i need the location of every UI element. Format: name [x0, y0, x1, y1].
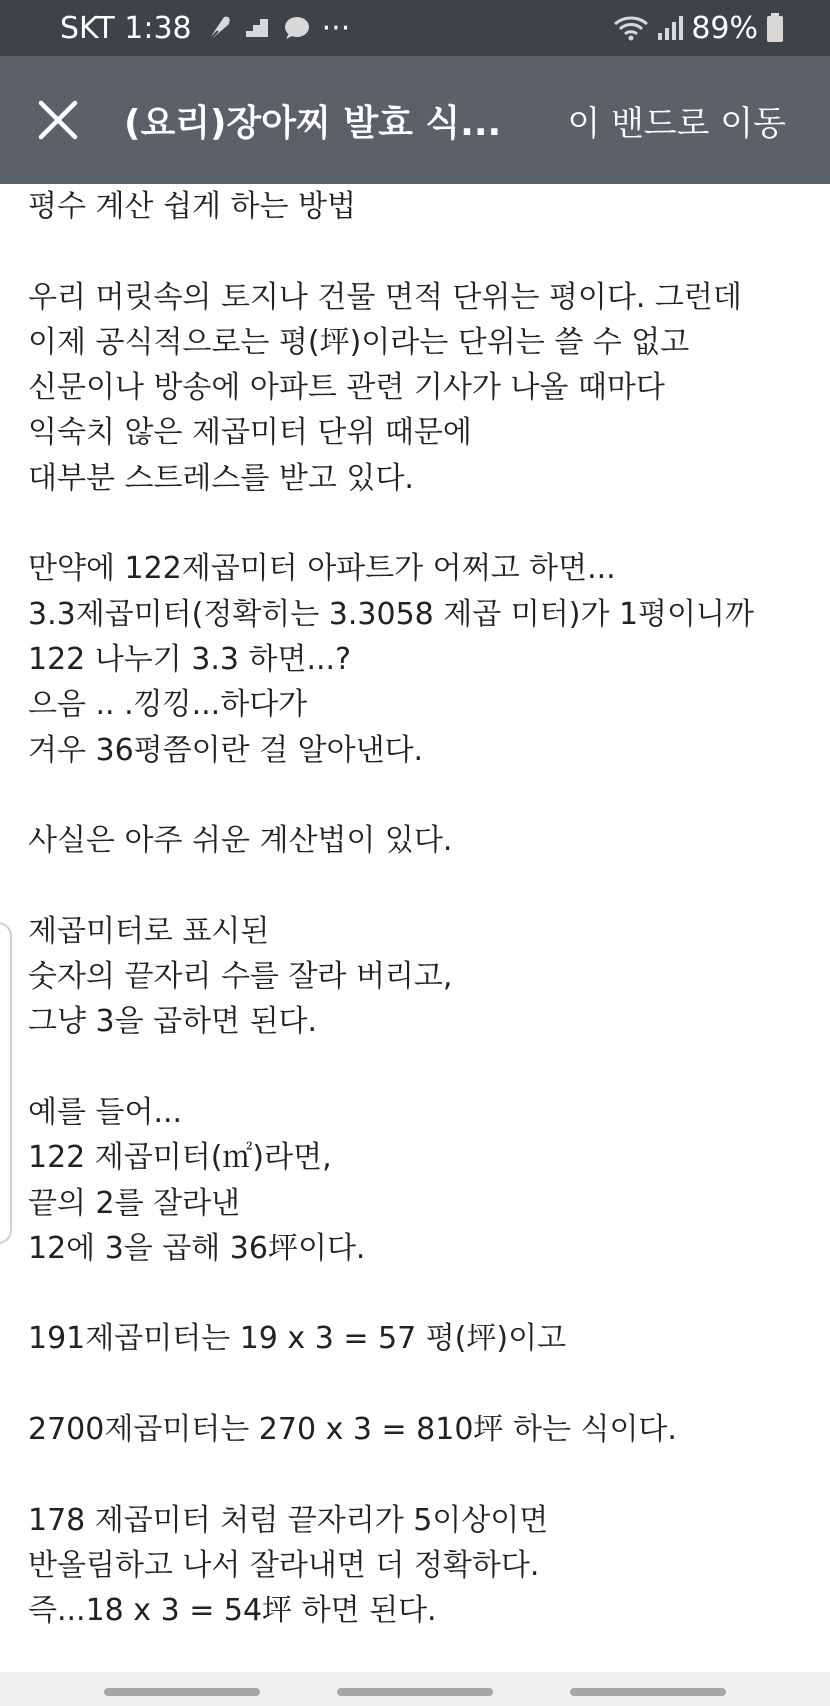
- side-panel-handle[interactable]: [0, 922, 12, 1244]
- status-right: [613, 0, 784, 56]
- post-text-line: 122 제곱미터(㎡)라면,: [28, 1140, 332, 1176]
- wifi-icon: [613, 14, 649, 42]
- feather-notification-icon: [204, 13, 232, 43]
- post-text-line: 제곱미터로 표시된: [28, 913, 270, 949]
- post-text-line: 만약에 122제곱미터 아파트가 어쩌고 하면...: [28, 551, 616, 587]
- close-button[interactable]: [28, 90, 88, 150]
- blank-line: [28, 1271, 818, 1316]
- post-text-line: 우리 머릿속의 토지나 건물 면적 단위는 평이다. 그런데: [28, 279, 742, 315]
- post-text-line: 사실은 아주 쉬운 계산법이 있다.: [28, 823, 453, 859]
- home-button[interactable]: [337, 1688, 493, 1696]
- band-title: (요리)장아찌 발효 식...: [124, 102, 502, 144]
- post-text-line: 평수 계산 쉽게 하는 방법: [28, 189, 356, 224]
- blank-line: [28, 773, 818, 818]
- navigation-bar: [0, 1672, 830, 1706]
- carrier-time: SKT 1:38: [60, 10, 192, 46]
- post-text-line: 122 나누기 3.3 하면...?: [28, 641, 352, 677]
- post-text-line: 178 제곱미터 처럼 끝자리가 5이상이면: [28, 1502, 549, 1538]
- close-icon: [38, 100, 78, 140]
- battery-icon: [766, 13, 784, 43]
- status-left: [60, 0, 350, 56]
- post-text-line: 2700제곱미터는 270 x 3 = 810坪 하는 식이다.: [28, 1412, 677, 1448]
- move-to-band-button[interactable]: 이 밴드로 이동: [567, 103, 786, 144]
- signal-icon: [657, 15, 683, 41]
- post-text-line: 12에 3을 곱해 36坪이다.: [28, 1230, 366, 1266]
- post-text-line: 그냥 3을 곱하면 된다.: [28, 1004, 318, 1040]
- post-text-line: 예를 들어...: [28, 1094, 183, 1130]
- post-text-line: 즉...18 x 3 = 54坪 하면 된다.: [28, 1593, 437, 1629]
- post-text-line: 반올림하고 나서 잘라내면 더 정확하다.: [28, 1547, 540, 1583]
- blank-line: [28, 229, 818, 274]
- back-button[interactable]: [570, 1688, 726, 1696]
- blank-line: [28, 1362, 818, 1407]
- post-body: [28, 184, 818, 1634]
- blank-line: [28, 863, 818, 908]
- app-bar: [0, 56, 830, 184]
- status-bar: [0, 0, 830, 56]
- blank-line: [28, 501, 818, 546]
- more-notifications-indicator: ···: [321, 10, 351, 46]
- post-text-line: 3.3제곱미터(정확히는 3.3058 제곱 미터)가 1평이니까: [28, 596, 754, 632]
- post-text-line: 191제곱미터는 19 x 3 = 57 평(坪)이고: [28, 1321, 567, 1357]
- post-text-line: 으음 .. .낑낑...하다가: [28, 687, 308, 723]
- post-text-line: 대부분 스트레스를 받고 있다.: [28, 460, 414, 496]
- stairs-notification-icon: [244, 17, 270, 39]
- post-text-line: 끝의 2를 잘라낸: [28, 1185, 241, 1221]
- post-text-line: 숫자의 끝자리 수를 잘라 버리고,: [28, 959, 453, 995]
- chat-bubble-notification-icon: [282, 16, 310, 40]
- blank-line: [28, 1045, 818, 1090]
- battery-percent: 89%: [691, 10, 758, 46]
- post-text-line: 이제 공식적으로는 평(坪)이라는 단위는 쓸 수 없고: [28, 324, 690, 360]
- post-text-line: 익숙치 않은 제곱미터 단위 때문에: [28, 415, 472, 451]
- blank-line: [28, 1452, 818, 1497]
- recent-apps-button[interactable]: [104, 1688, 260, 1696]
- post-text-line: 겨우 36평쯤이란 걸 알아낸다.: [28, 732, 424, 768]
- post-text-line: 신문이나 방송에 아파트 관련 기사가 나올 때마다: [28, 370, 665, 406]
